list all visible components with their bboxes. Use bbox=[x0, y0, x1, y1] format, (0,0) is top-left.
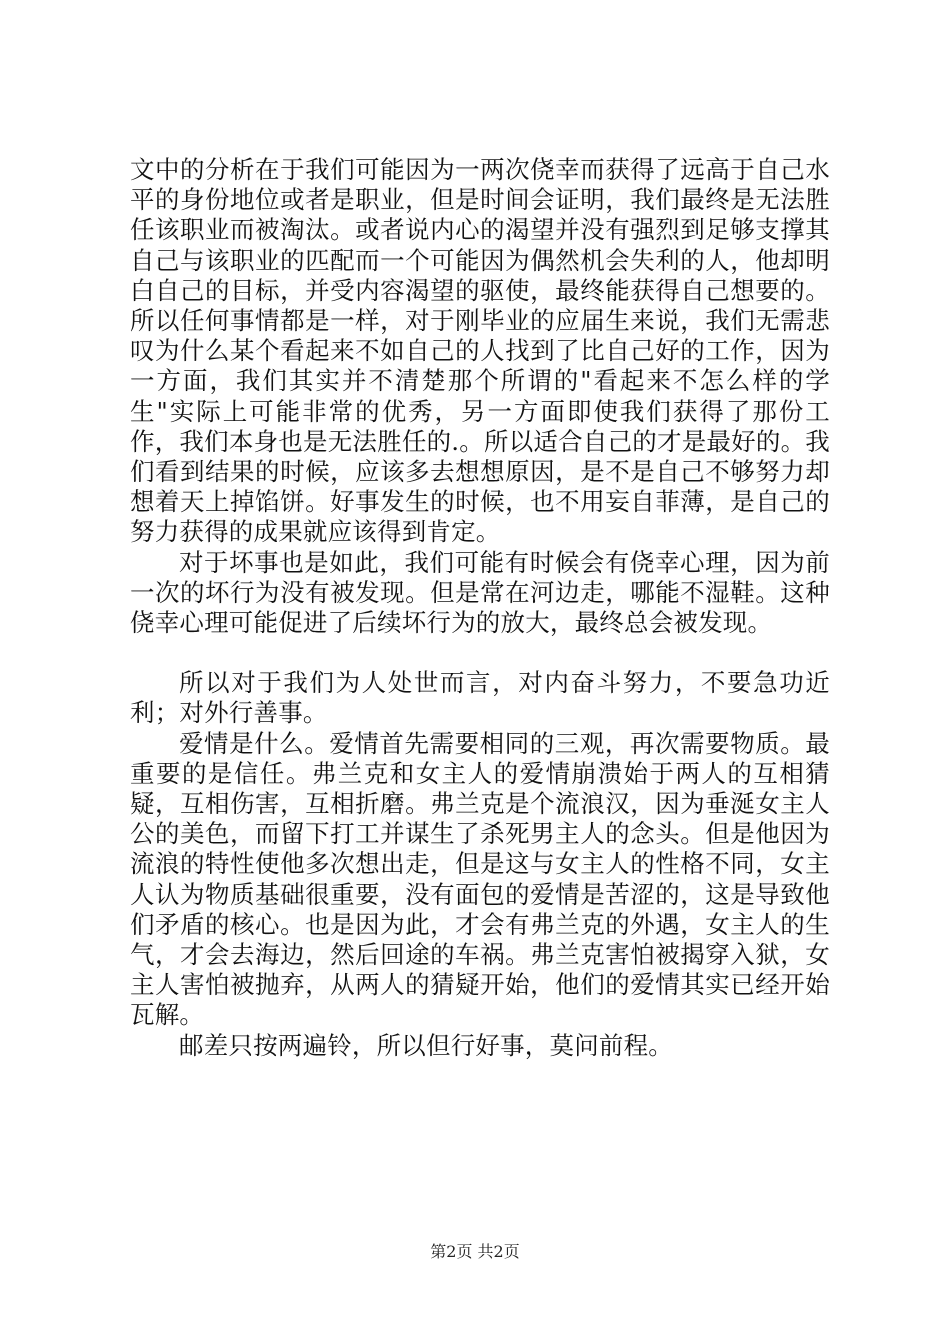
page-number-footer: 第2页 共2页 bbox=[430, 1242, 520, 1261]
document-body bbox=[130, 155, 830, 1061]
paragraph-3: 所以对于我们为人处世而言，对内奋斗努力，不要急功近利；对外行善事。 bbox=[130, 668, 830, 728]
paragraph-2: 对于坏事也是如此，我们可能有时候会有侥幸心理，因为前一次的坏行为没有被发现。但是常在河边走，哪能不湿鞋。这种侥幸心理可能促进了后续坏行为的放大，最终总会被发现。 bbox=[130, 547, 830, 638]
paragraph-4: 爱情是什么。爱情首先需要相同的三观，再次需要物质。最重要的是信任。弗兰克和女主人的爱情崩溃始于两人的互相猜疑，互相伤害，互相折磨。弗兰克是个流浪汉，因为垂涎女主人公的美色，而留下打工并谋生了杀死男主人的念头。但是他因为流浪的特性使他多次想出走，但是这与女主人的性格不同，女主人认为物质基础很重要，没有面包的爱情是苦涩的，这是导致他们矛盾的核心。也是因为此，才会有弗兰克的外遇，女主人的生气，才会去海边，然后回途的车祸。弗兰克害怕被揭穿入狱，女主人害怕被抛弃，从两人的猜疑开始，他们的爱情其实已经开始瓦解。 bbox=[130, 728, 830, 1030]
paragraph-5: 邮差只按两遍铃，所以但行好事，莫问前程。 bbox=[179, 1030, 673, 1060]
paragraph-spacer bbox=[130, 638, 830, 668]
paragraph-1: 文中的分析在于我们可能因为一两次侥幸而获得了远高于自己水平的身份地位或者是职业，但是时间会证明，我们最终是无法胜任该职业而被淘汰。或者说内心的渴望并没有强烈到足够支撑其自己与该职业的匹配而一个可能因为偶然机会失利的人，他却明白自己的目标，并受内容渴望的驱使，最终能获得自己想要的。所以任何事情都是一样，对于刚毕业的应届生来说，我们无需悲叹为什么某个看起来不如自己的人找到了比自己好的工作，因为一方面，我们其实并不清楚那个所谓的"看起来不怎么样的学生"实际上可能非常的优秀，另一方面即使我们获得了那份工作，我们本身也是无法胜任的.。所以适合自己的才是最好的。我们看到结果的时候，应该多去想想原因，是不是自己不够努力却想着天上掉馅饼。好事发生的时候，也不用妄自菲薄，是自己的努力获得的成果就应该得到肯定。 bbox=[130, 155, 830, 547]
